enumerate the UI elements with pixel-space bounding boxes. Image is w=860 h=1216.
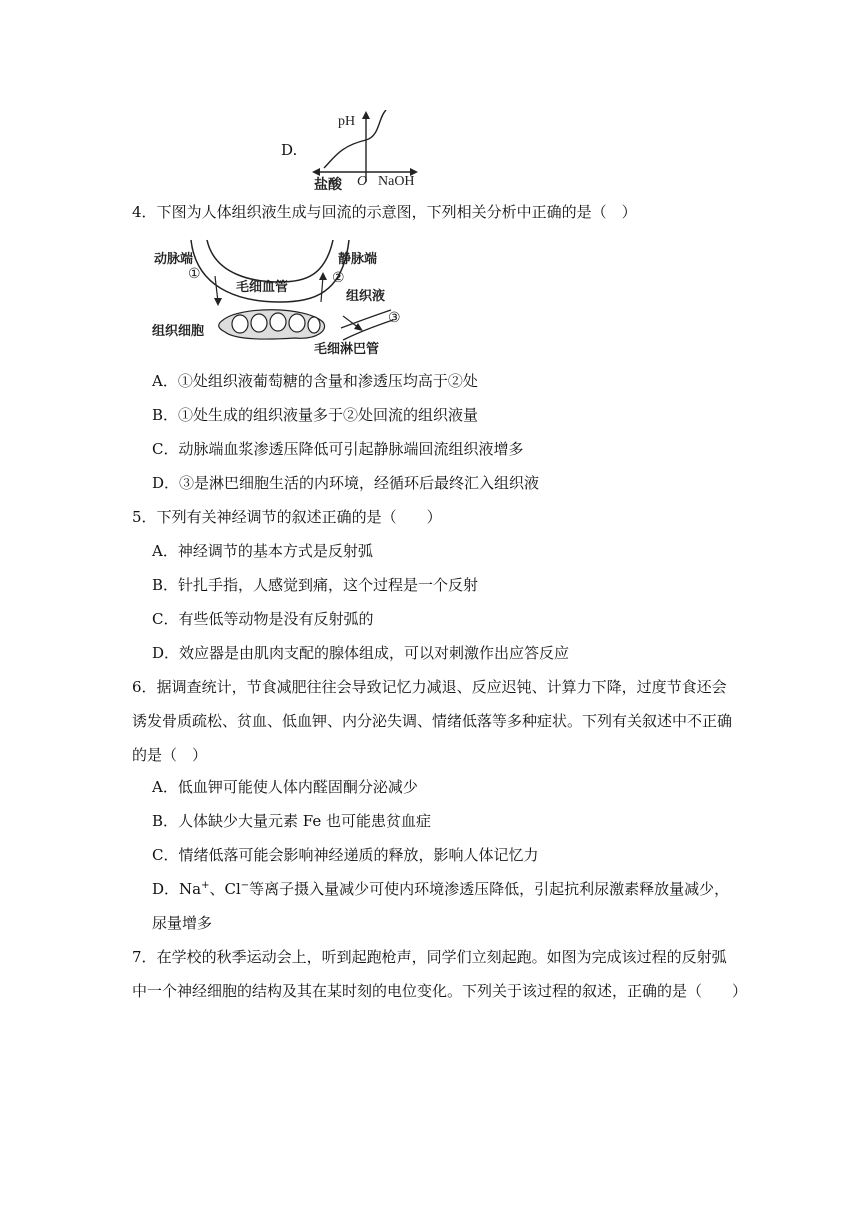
- q6-option-c: C．情绪低落可能会影响神经递质的释放，影响人体记忆力: [152, 846, 539, 864]
- q6-stem-text-1: 据调查统计，节食减肥往往会导致记忆力减退、反应迟钝、计算力下降，过度节食还会: [156, 678, 727, 696]
- arterial-end-label: 动脉端: [154, 251, 194, 266]
- q6-option-b: B．人体缺少大量元素 Fe 也可能患贫血症: [152, 812, 432, 830]
- tissue-cells-drawing: [219, 310, 325, 339]
- q6-stem-line-1: [132, 677, 727, 697]
- q5-number: 5 ．: [132, 508, 157, 526]
- q6-option-d-rest: 等离子摄入量减少可使内环境渗透压降低，引起抗利尿激素释放量减少，: [249, 880, 730, 898]
- marker-1: ①: [188, 267, 201, 282]
- q6-option-d-prefix: D．Na: [152, 880, 202, 898]
- cl-charge: −: [240, 880, 250, 891]
- q6-option-a: A．低血钾可能使人体内醛固酮分泌减少: [152, 778, 418, 796]
- lymph-capillary-label: 毛细淋巴管: [314, 341, 380, 356]
- capillary-label: 毛细血管: [236, 279, 289, 294]
- q7-stem-line-2: 中一个神经细胞的结构及其在某时刻的电位变化。下列关于该过程的叙述，正确的是（ ）: [132, 982, 748, 1000]
- venous-end-label: 静脉端: [338, 251, 378, 266]
- marker-2: ②: [332, 271, 345, 286]
- q6-option-d-line-2: 尿量增多: [152, 914, 213, 932]
- origin-label: O: [357, 174, 368, 189]
- q4-option-b: B．①处生成的组织液量多于②处回流的组织液量: [152, 406, 479, 424]
- q5-option-d: D．效应器是由肌肉支配的腺体组成，可以对刺激作出应答反应: [152, 644, 570, 662]
- q4-option-c: C．动脉端血浆渗透压降低可引起静脉端回流组织液增多: [152, 440, 524, 458]
- q3-option-d-letter: D.: [281, 141, 298, 159]
- q4-option-a: A．①处组织液葡萄糖的含量和渗透压均高于②处: [152, 372, 478, 390]
- q4-stem: [132, 202, 637, 222]
- q5-stem: [132, 507, 442, 527]
- q6-option-d: [152, 879, 729, 899]
- tissue-fluid-label: 组织液: [346, 288, 386, 303]
- q6-stem-line-3: 的是（ ）: [132, 746, 208, 764]
- naoh-axis-label: NaOH: [378, 174, 415, 189]
- hcl-axis-label: 盐酸: [314, 176, 342, 192]
- q6-number: 6 ．: [132, 678, 157, 696]
- q4-stem-text: 下图为人体组织液生成与回流的示意图，下列相关分析中正确的是（ ）: [156, 203, 637, 221]
- q7-stem-text-1: 在学校的秋季运动会上，听到起跑枪声，同学们立刻起跑。如图为完成该过程的反射弧: [156, 948, 727, 966]
- q7-stem-line-1: [132, 947, 727, 967]
- q6-stem-line-2: 诱发骨质疏松、贫血、低血钾、内分泌失调、情绪低落等多种症状。下列有关叙述中不正确: [132, 712, 733, 730]
- na-charge: +: [201, 880, 210, 891]
- ph-axis-label: pH: [338, 114, 356, 129]
- q4-option-d: D．③是淋巴细胞生活的内环境，经循环后最终汇入组织液: [152, 474, 540, 492]
- q5-option-b: B．针扎手指，人感觉到痛，这个过程是一个反射: [152, 576, 479, 594]
- q5-option-c: C．有些低等动物是没有反射弧的: [152, 610, 374, 628]
- q5-stem-text: 下列有关神经调节的叙述正确的是（ ）: [156, 508, 442, 526]
- tissue-cells-label: 组织细胞: [152, 323, 205, 338]
- q5-option-a: A．神经调节的基本方式是反射弧: [152, 542, 373, 560]
- marker-3: ③: [388, 311, 401, 326]
- q6-option-d-sep: 、Cl: [209, 880, 241, 898]
- q4-number: 4 ．: [132, 203, 157, 221]
- q7-number: 7 ．: [132, 948, 157, 966]
